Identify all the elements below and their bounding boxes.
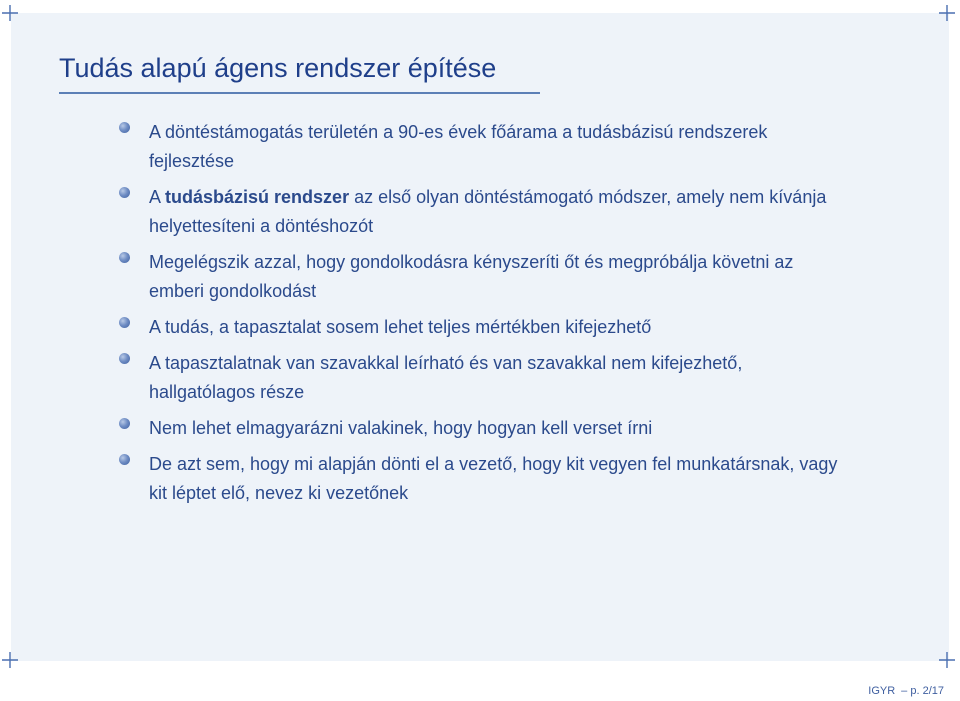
sphere-bullet-icon (119, 252, 130, 263)
page-number: – p. 2/17 (901, 685, 944, 697)
bullet-item (119, 248, 839, 306)
sphere-bullet-icon (119, 122, 130, 133)
bullet-item (119, 450, 839, 508)
bullet-text: Megelégszik azzal, hogy gondolkodásra kényszeríti őt és megpróbálja követni az emberi gondolkodást (149, 252, 794, 301)
title-underline (59, 92, 540, 94)
emphasis-term: tudásbázisú rendszer (165, 187, 350, 207)
sphere-bullet-icon (119, 317, 130, 328)
bullet-item (119, 183, 839, 241)
bullet-text: A tudásbázisú rendszer az első olyan döntéstámogató módszer, amely nem kívánja helyettesíteni a döntéshozót (149, 187, 827, 236)
bullet-item (119, 414, 839, 443)
corner-mark-top-left-icon (0, 2, 20, 22)
bullet-list (119, 118, 839, 515)
bullet-text: A tapasztalatnak van szavakkal leírható és van szavakkal nem kifejezhető, hallgatólagos része (149, 353, 743, 402)
bullet-item (119, 313, 839, 342)
sphere-bullet-icon (119, 418, 130, 429)
bullet-item (119, 349, 839, 407)
bullet-text: A döntéstámogatás területén a 90-es évek főárama a tudásbázisú rendszerek fejlesztése (149, 122, 768, 171)
slide-title: Tudás alapú ágens rendszer építése (59, 53, 497, 83)
corner-mark-bottom-left-icon (0, 650, 20, 670)
bullet-item (119, 118, 839, 176)
sphere-bullet-icon (119, 454, 130, 465)
sphere-bullet-icon (119, 187, 130, 198)
bullet-text: Nem lehet elmagyarázni valakinek, hogy hogyan kell verset írni (149, 418, 653, 438)
footer-short-title: IGYR (868, 685, 896, 697)
sphere-bullet-icon (119, 353, 130, 364)
bullet-text: De azt sem, hogy mi alapján dönti el a vezető, hogy kit vegyen fel munkatársnak, vagy kit léptet elő, nevez ki vezetőnek (149, 454, 838, 503)
slide-footer (862, 685, 944, 697)
corner-mark-bottom-right-icon (937, 650, 957, 670)
bullet-text: A tudás, a tapasztalat sosem lehet teljes mértékben kifejezhető (149, 317, 652, 337)
corner-mark-top-right-icon (937, 2, 957, 22)
